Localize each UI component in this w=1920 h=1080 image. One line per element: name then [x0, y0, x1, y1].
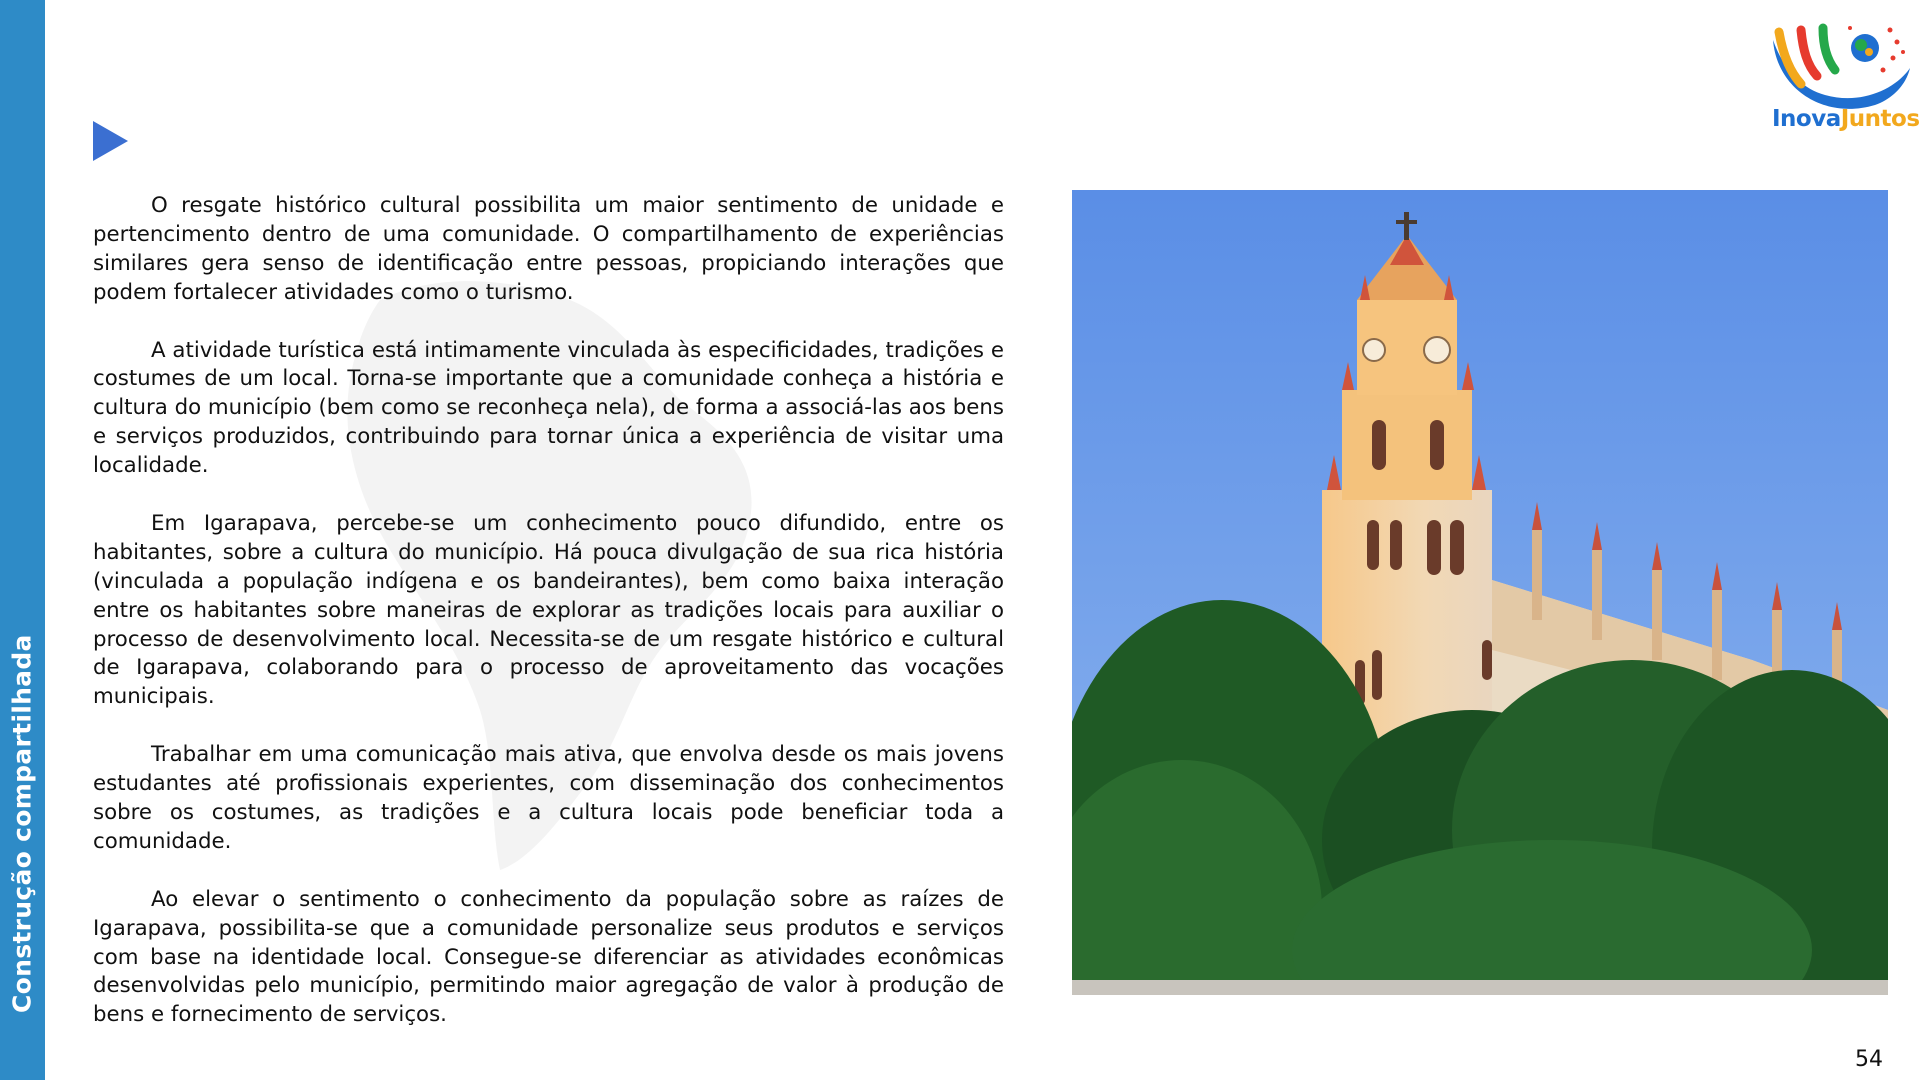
- body-text: [93, 192, 1004, 1059]
- logo-wordmark: [1772, 106, 1920, 132]
- paragraph: Em Igarapava, percebe-se um conhecimento pouco difundido, entre os habitantes, sobre a cultura do município. Há pouca divulgação de sua rica história (vinculada a população indígena e os bandeirantes), bem como baixa interação entre os habitantes sobre maneiras de explorar as tradições locais para auxiliar o processo de desenvolvimento local. Necessita-se de um resgate histórico e cultural de Igarapava, colaborando para o processo de aproveitamento das vocações municipais.: [93, 510, 1004, 710]
- paragraph: A atividade turística está intimamente vinculada às especificidades, tradições e costumes de um local. Torna-se importante que a comunidade conheça a história e cultura do município (bem como se reconheça nela), de forma a associá-las aos bens e serviços produzidos, contribuindo para tornar única a experiência de visitar uma localidade.: [93, 337, 1004, 479]
- play-triangle-icon: [93, 121, 128, 161]
- sidebar-label: Construção compartilhada: [7, 634, 37, 1013]
- paragraph: O resgate histórico cultural possibilita um maior sentimento de unidade e pertencimento dentro de uma comunidade. O compartilhamento de experiências similares gera senso de identificação entre pessoas, propiciando interações que podem fortalecer atividades como o turismo.: [93, 193, 1004, 305]
- sidebar-band: [0, 0, 45, 1080]
- church-illustration: [1072, 190, 1888, 995]
- paragraph: Ao elevar o sentimento o conhecimento da população sobre as raízes de Igarapava, possibilita-se que a comunidade personalize seus produtos e serviços com base na identidade local. Consegue-se diferenciar as atividades econômicas desenvolvidas pelo município, permitindo maior agregação de valor à produção de bens e fornecimento de serviços.: [93, 886, 1004, 1028]
- paragraph: Trabalhar em uma comunicação mais ativa, que envolva desde os mais jovens estudantes até profissionais experientes, com disseminação dos conhecimentos sobre os costumes, as tradições e a cultura locais pode beneficiar toda a comunidade.: [93, 742, 1004, 854]
- church-tower-photo: [1072, 190, 1888, 995]
- logo-word-part1: Inova: [1772, 106, 1841, 132]
- page-number: 54: [1855, 1047, 1883, 1072]
- logo-word-part2: Juntos: [1840, 106, 1920, 132]
